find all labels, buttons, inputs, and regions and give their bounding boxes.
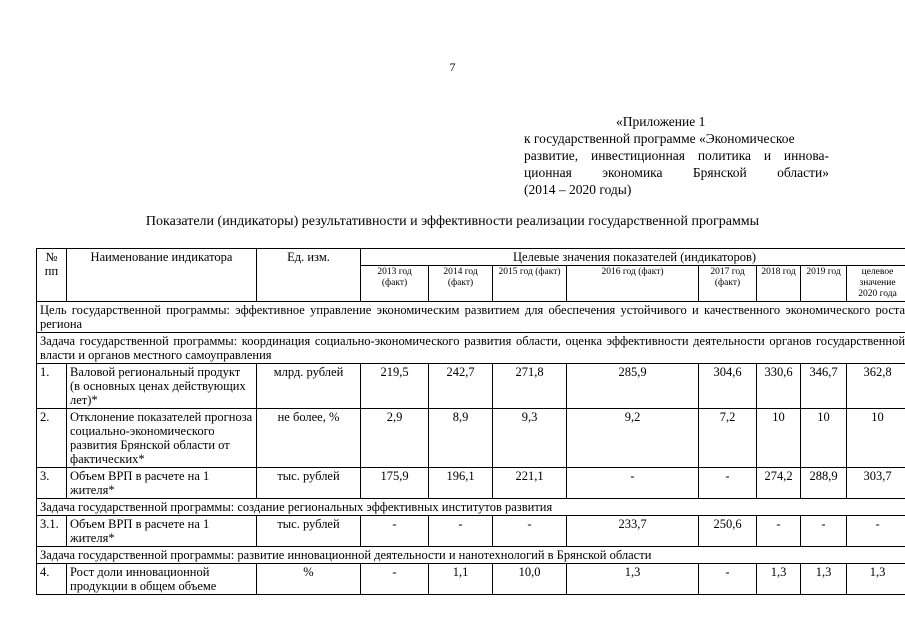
value-cell: 1,3 xyxy=(847,564,905,595)
table-row xyxy=(37,364,905,409)
value-cell: 271,8 xyxy=(493,364,567,409)
row-number: 3.1. xyxy=(37,516,67,547)
value-cell: 7,2 xyxy=(699,409,757,468)
indicator-name: Объем ВРП в расчете на 1 жителя* xyxy=(67,468,257,499)
value-cell: 1,3 xyxy=(757,564,801,595)
value-cell: 330,6 xyxy=(757,364,801,409)
indicator-name: Валовой региональный продукт (в основных ценах действующих лет)* xyxy=(67,364,257,409)
value-cell: 175,9 xyxy=(361,468,429,499)
header-year: 2019 год xyxy=(801,266,847,302)
value-cell: - xyxy=(847,516,905,547)
appendix-line: развитие, инвестиционная политика и иннова- xyxy=(524,148,829,163)
header-year: 2017 год (факт) xyxy=(699,266,757,302)
value-cell: 221,1 xyxy=(493,468,567,499)
value-cell: 362,8 xyxy=(847,364,905,409)
indicator-name: Объем ВРП в расчете на 1 жителя* xyxy=(67,516,257,547)
value-cell: 250,6 xyxy=(699,516,757,547)
value-cell: 2,9 xyxy=(361,409,429,468)
unit-cell: % xyxy=(257,564,361,595)
task-text: Задача государственной программы: создание региональных эффективных институтов развития xyxy=(37,499,905,516)
value-cell: 304,6 xyxy=(699,364,757,409)
value-cell: 274,2 xyxy=(757,468,801,499)
task-row xyxy=(37,547,905,564)
header-year: 2013 год (факт) xyxy=(361,266,429,302)
value-cell: 303,7 xyxy=(847,468,905,499)
table-row xyxy=(37,564,905,595)
value-cell: 233,7 xyxy=(567,516,699,547)
task-row xyxy=(37,499,905,516)
value-cell: 285,9 xyxy=(567,364,699,409)
unit-cell: тыс. рублей xyxy=(257,516,361,547)
header-year: целевое значение 2020 года xyxy=(847,266,905,302)
value-cell: 242,7 xyxy=(429,364,493,409)
indicator-name: Рост доли инновационной продукции в общем объеме xyxy=(67,564,257,595)
page-number: 7 xyxy=(449,60,456,74)
goal-text: Цель государственной программы: эффективное управление экономическим развитием для обеспечения устойчивого и качественного экономического роста региона xyxy=(37,302,905,333)
indicators-table xyxy=(36,248,905,595)
row-number: 4. xyxy=(37,564,67,595)
header-year: 2014 год (факт) xyxy=(429,266,493,302)
task-row xyxy=(37,333,905,364)
table-row xyxy=(37,516,905,547)
document-title: Показатели (индикаторы) результативности и эффективности реализации государственной программы xyxy=(145,214,760,229)
value-cell: 1,3 xyxy=(801,564,847,595)
row-number: 2. xyxy=(37,409,67,468)
value-cell: 196,1 xyxy=(429,468,493,499)
header-name: Наименование индикатора xyxy=(67,249,257,302)
appendix-line: «Приложение 1 xyxy=(616,114,706,129)
indicator-name: Отклонение показателей прогноза социально-экономического развития Брянской области от фактических* xyxy=(67,409,257,468)
row-number: 3. xyxy=(37,468,67,499)
value-cell: 1,1 xyxy=(429,564,493,595)
appendix-line: ционная экономика Брянской области» xyxy=(524,165,829,180)
header-row xyxy=(37,249,905,266)
value-cell: 9,3 xyxy=(493,409,567,468)
table-row xyxy=(37,409,905,468)
appendix-line: (2014 – 2020 годы) xyxy=(524,182,632,197)
value-cell: - xyxy=(699,468,757,499)
value-cell: 1,3 xyxy=(567,564,699,595)
task-text: Задача государственной программы: координация социально-экономического развития области, оценка эффективности деятельности органов государственной власти и органов местного самоуправления xyxy=(37,333,905,364)
value-cell: - xyxy=(429,516,493,547)
value-cell: - xyxy=(361,516,429,547)
header-year: 2015 год (факт) xyxy=(493,266,567,302)
value-cell: - xyxy=(699,564,757,595)
value-cell: 9,2 xyxy=(567,409,699,468)
value-cell: - xyxy=(361,564,429,595)
value-cell: 10 xyxy=(757,409,801,468)
value-cell: 219,5 xyxy=(361,364,429,409)
task-text: Задача государственной программы: развитие инновационной деятельности и нанотехнологий в Брянской области xyxy=(37,547,905,564)
value-cell: - xyxy=(757,516,801,547)
appendix-line: к государственной программе «Экономическое xyxy=(524,131,795,146)
header-unit: Ед. изм. xyxy=(257,249,361,302)
unit-cell: тыс. рублей xyxy=(257,468,361,499)
value-cell: 10 xyxy=(847,409,905,468)
value-cell: 10,0 xyxy=(493,564,567,595)
value-cell: 8,9 xyxy=(429,409,493,468)
header-targets: Целевые значения показателей (индикаторов) xyxy=(361,249,905,266)
header-no: № пп xyxy=(37,249,67,302)
value-cell: - xyxy=(493,516,567,547)
value-cell: 10 xyxy=(801,409,847,468)
value-cell: 288,9 xyxy=(801,468,847,499)
header-year: 2016 год (факт) xyxy=(567,266,699,302)
value-cell: 346,7 xyxy=(801,364,847,409)
goal-row xyxy=(37,302,905,333)
appendix-note xyxy=(524,113,829,198)
header-year: 2018 год xyxy=(757,266,801,302)
value-cell: - xyxy=(567,468,699,499)
value-cell: - xyxy=(801,516,847,547)
row-number: 1. xyxy=(37,364,67,409)
unit-cell: млрд. рублей xyxy=(257,364,361,409)
table-row xyxy=(37,468,905,499)
unit-cell: не более, % xyxy=(257,409,361,468)
